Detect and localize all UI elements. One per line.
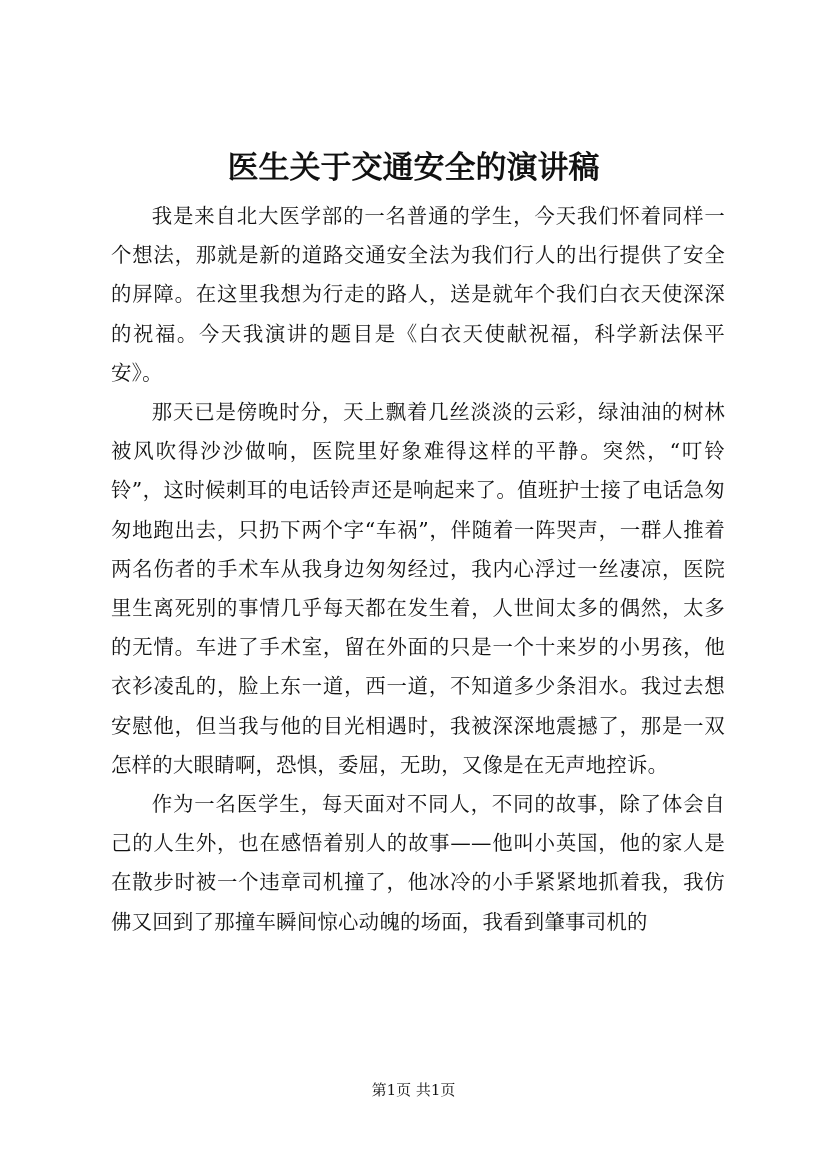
document-body <box>111 197 725 942</box>
paragraph-1: 我是来自北大医学部的一名普通的学生，今天我们怀着同样一个想法，那就是新的道路交通安全法为我们行人的出行提供了安全的屏障。在这里我想为行走的路人，送是就年个我们白衣天使深深的祝福。今天我演讲的题目是《白衣天使献祝福，科学新法保平安》。 <box>111 204 725 385</box>
document-title: 医生关于交通安全的演讲稿 <box>227 150 600 186</box>
paragraph-2: 那天已是傍晚时分，天上飘着几丝淡淡的云彩，绿油油的树林被风吹得沙沙做响，医院里好象难得这样的平静。突然，“叮铃铃”，这时候刺耳的电话铃声还是响起来了。值班护士接了电话急匆匆地跑出去，只扔下两个字“车祸”，伴随着一阵哭声，一群人推着两名伤者的手术车从我身边匆匆经过，我内心浮过一丝凄凉，医院里生离死别的事情几乎每天都在发生着，人世间太多的偶然，太多的无情。车进了手术室，留在外面的只是一个十来岁的小男孩，他衣衫凌乱的，脸上东一道，西一道，不知道多少条泪水。我过去想安慰他，但当我与他的目光相遇时，我被深深地震撼了，那是一双怎样的大眼睛啊，恐惧，委屈，无助，又像是在无声地控诉。 <box>111 400 725 777</box>
paragraph-3: 作为一名医学生，每天面对不同人，不同的故事，除了体会自己的人生外，也在感悟着别人的故事——他叫小英国，他的家人是在散步时被一个违章司机撞了，他冰冷的小手紧紧地抓着我，我仿佛又回到了那撞车瞬间惊心动魄的场面，我看到肇事司机的 <box>111 792 725 934</box>
page-footer: 第1页 共1页 <box>371 1081 456 1099</box>
